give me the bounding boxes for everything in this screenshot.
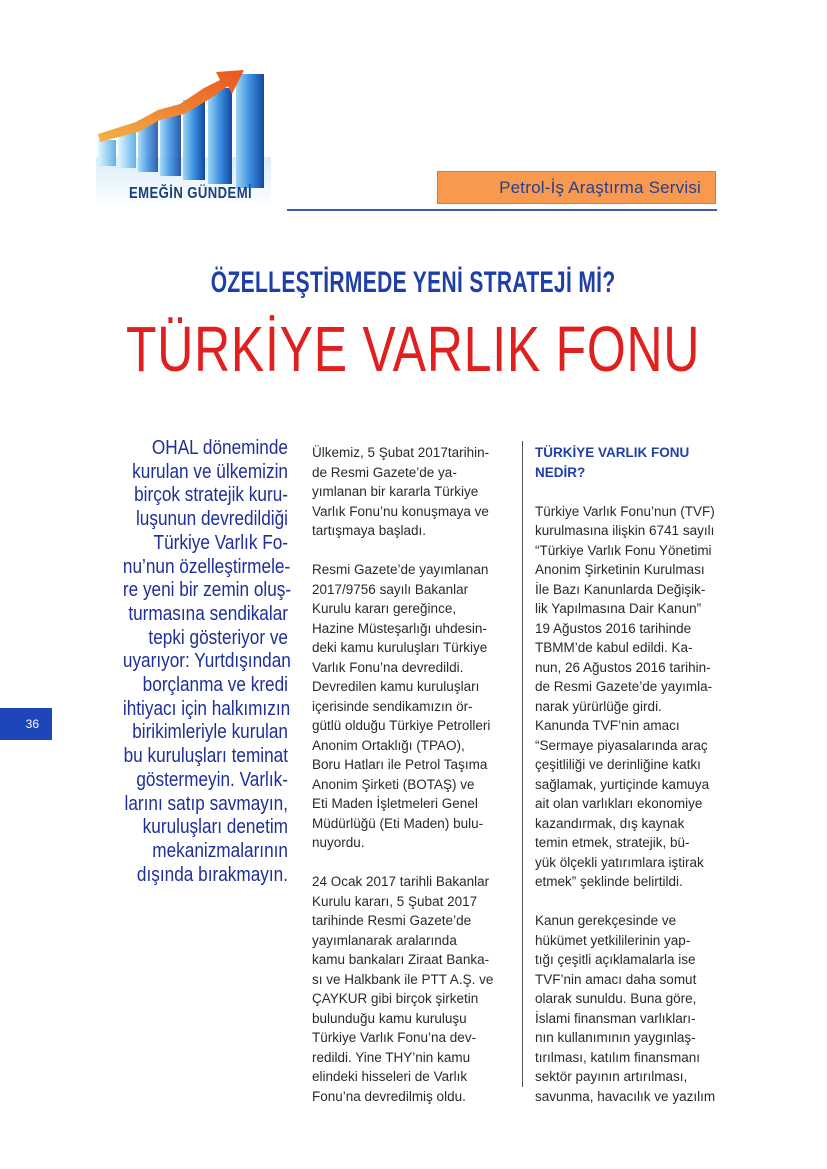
body-text-line: Türkiye Varlık Fonu’nun (TVF) (535, 503, 715, 519)
pull-quote-line: dışında bırakmayın. (136, 863, 288, 886)
body-text-line: Hazine Müsteşarlığı uhdesin- (312, 620, 487, 636)
body-text-line: yük ölçekli yatırımlara iştirak (535, 854, 704, 870)
body-text-line: deki kamu kuruluşları Türkiye (312, 640, 488, 655)
body-text-line: 19 Ağustos 2016 tarihinde (535, 620, 692, 636)
section-heading-line: NEDİR? (535, 464, 586, 480)
body-text-line: elindeki hisseleri de Varlık (312, 1069, 468, 1084)
body-text-line: Kurulu kararı, 5 Şubat 2017 (312, 893, 478, 909)
body-text-line: Anonim Şirketinin Kurulması (535, 562, 705, 577)
body-text-line: ait olan varlıkları ekonomiye (535, 796, 703, 811)
pull-quote-line: nu’nun özelleştirmele- (122, 555, 291, 578)
body-text-line: “Sermaye piyasalarında araç (535, 737, 708, 753)
body-text-line: kazandırmak, dış kaynak (535, 815, 685, 831)
logo-text: EMEĞİN GÜNDEMİ (129, 185, 253, 202)
body-text-line: 24 Ocak 2017 tarihli Bakanlar (312, 874, 490, 889)
kicker-text: ÖZELLEŞTİRMEDE YENİ STRATEJİ Mİ? (211, 266, 616, 299)
body-text-line: etmek” şeklinde belirtildi. (535, 874, 683, 889)
body-text-line: Anonim Ortaklığı (TPAO), (312, 737, 465, 753)
body-text-line: tartışmaya başladı. (312, 523, 427, 538)
page-number-tab: 36 (0, 708, 52, 740)
body-text-line: TVF’nin amacı daha somut (535, 971, 697, 987)
body-text-line: yımlanan bir kararla Türkiye (312, 484, 479, 499)
body-text-line: Varlık Fonu’na devredildi. (312, 659, 464, 675)
body-text-line: 2017/9756 sayılı Bakanlar (312, 581, 469, 597)
body-text-line: sı ve Halkbank ile PTT A.Ş. ve (312, 971, 494, 987)
pull-quote-line: kuruluşları denetim (142, 816, 288, 839)
body-text-line: Fonu’na devredilmiş oldu. (312, 1088, 466, 1104)
body-text-line: narak yürürlüğe girdi. (535, 698, 662, 714)
header-divider (287, 209, 717, 211)
column-divider (522, 441, 523, 1087)
body-text-line: de Resmi Gazete’de yayımla- (535, 679, 713, 694)
body-text-line: Kanunda TVF’nin amacı (535, 718, 680, 733)
pull-quote-line: birikimleriyle kurulan (132, 721, 288, 744)
headline-text: TÜRKİYE VARLIK FONU (126, 313, 701, 385)
article-headline (0, 309, 827, 389)
pull-quote (96, 437, 292, 887)
body-text-line: Resmi Gazete’de yayımlanan (312, 562, 489, 577)
body-text-line: tarihinde Resmi Gazete’de (312, 913, 472, 928)
body-text-line: nın kullanımının yaygınlaş- (535, 1030, 696, 1045)
body-text-line: Kurulu kararı gereğince, (312, 601, 457, 616)
section-heading-line: TÜRKİYE VARLIK FONU (535, 445, 690, 460)
paragraph-gap (312, 853, 512, 873)
pull-quote-line: mekanizmalarının (152, 839, 288, 862)
article-kicker (0, 266, 827, 300)
body-text-line: Eti Maden İşletmeleri Genel (312, 796, 478, 811)
article-column-2 (312, 443, 512, 1106)
pull-quote-line: kurulan ve ülkemizin (132, 460, 288, 483)
body-text-line: çeşitliliği ve derinliğine katkı (535, 757, 701, 772)
body-text-line: Devredilen kamu kuruluşları (312, 679, 480, 694)
body-text-line: bulunduğu kamu kuruluşu (312, 1010, 467, 1026)
body-text-line: Türkiye Varlık Fonu’na dev- (312, 1030, 477, 1045)
body-text-line: Kanun gerekçesinde ve (535, 913, 677, 928)
body-text-line: de Resmi Gazete’de ya- (312, 464, 457, 480)
body-text-line: tığı çeşitli açıklamalarla ise (535, 952, 696, 967)
body-text-line: TBMM’de kabul edildi. Ka- (535, 640, 693, 655)
body-text-line: Boru Hatları ile Petrol Taşıma (312, 757, 488, 772)
pull-quote-line: re yeni bir zemin oluş- (122, 579, 292, 602)
body-text-line: “Türkiye Varlık Fonu Yönetimi (535, 542, 712, 558)
body-text-line: ÇAYKUR gibi birçok şirketin (312, 991, 479, 1006)
paragraph-gap (535, 482, 735, 502)
body-text-line: Varlık Fonu’nu konuşmaya ve (312, 503, 489, 519)
body-text-line: nun, 26 Ağustos 2016 tarihin- (535, 659, 711, 675)
pull-quote-line: luşunun devredildiği (135, 508, 288, 531)
logo (96, 62, 276, 214)
body-text-line: Müdürlüğü (Eti Maden) bulu- (312, 815, 484, 831)
article-column-3 (535, 443, 735, 1106)
pull-quote-line: tepki gösteriyor ve (148, 626, 288, 649)
body-text-line: Ülkemiz, 5 Şubat 2017tarihin- (312, 445, 490, 460)
body-text-line: içerisinde sendikamızın ör- (312, 698, 473, 714)
pull-quote-line: Türkiye Varlık Fo- (153, 531, 288, 554)
section-heading (535, 443, 735, 482)
body-text-line: savunma, havacılık ve yazılım (535, 1088, 716, 1104)
body-text-line: İslami finansman varlıkları- (535, 1010, 696, 1026)
body-text-line: İle Bazı Kanunlarda Değişik- (535, 581, 706, 597)
pull-quote-line: bu kuruluşları teminat (123, 745, 289, 768)
pull-quote-line: OHAL döneminde (151, 437, 288, 459)
body-text-line: Anonim Şirketi (BOTAŞ) ve (312, 776, 475, 792)
pull-quote-line: borçlanma ve kredi (142, 674, 288, 697)
body-text-line: kamu bankaları Ziraat Banka- (312, 952, 490, 967)
pull-quote-line: ihtiyacı için halkımızın (122, 697, 291, 720)
body-text-line: nuyordu. (312, 835, 365, 850)
paragraph-gap (535, 892, 735, 912)
pull-quote-line: göstermeyin. Varlık- (136, 768, 288, 791)
section-body (535, 482, 735, 1106)
body-text-line: lik Yapılmasına Dair Kanun” (535, 601, 702, 616)
pull-quote-line: turmasına sendikalar (128, 602, 288, 625)
body-text-line: olarak sunuldu. Buna göre, (535, 991, 697, 1006)
research-service-label: Petrol-İş Araştırma Servisi (437, 171, 716, 204)
body-text-line: sektör payının artırılması, (535, 1069, 688, 1084)
body-text-line: gütlü olduğu Türkiye Petrolleri (312, 718, 491, 733)
body-text-line: kurulmasına ilişkin 6741 sayılı (535, 523, 715, 538)
pull-quote-line: uyarıyor: Yurtdışından (122, 650, 291, 673)
body-text-line: sağlamak, yurtiçinde kamuya (535, 776, 710, 792)
body-text-line: redildi. Yine THY’nin kamu (312, 1049, 471, 1065)
paragraph-gap (312, 541, 512, 561)
pull-quote-line: larını satıp savmayın, (124, 792, 288, 815)
body-text-line: tırılması, katılım finansmanı (535, 1049, 701, 1065)
body-text-line: yayımlanarak aralarında (312, 932, 457, 948)
body-text-line: hükümet yetkililerinin yap- (535, 932, 691, 948)
pull-quote-line: birçok stratejik kuru- (134, 484, 288, 507)
body-text-line: temin etmek, stratejik, bü- (535, 835, 690, 850)
